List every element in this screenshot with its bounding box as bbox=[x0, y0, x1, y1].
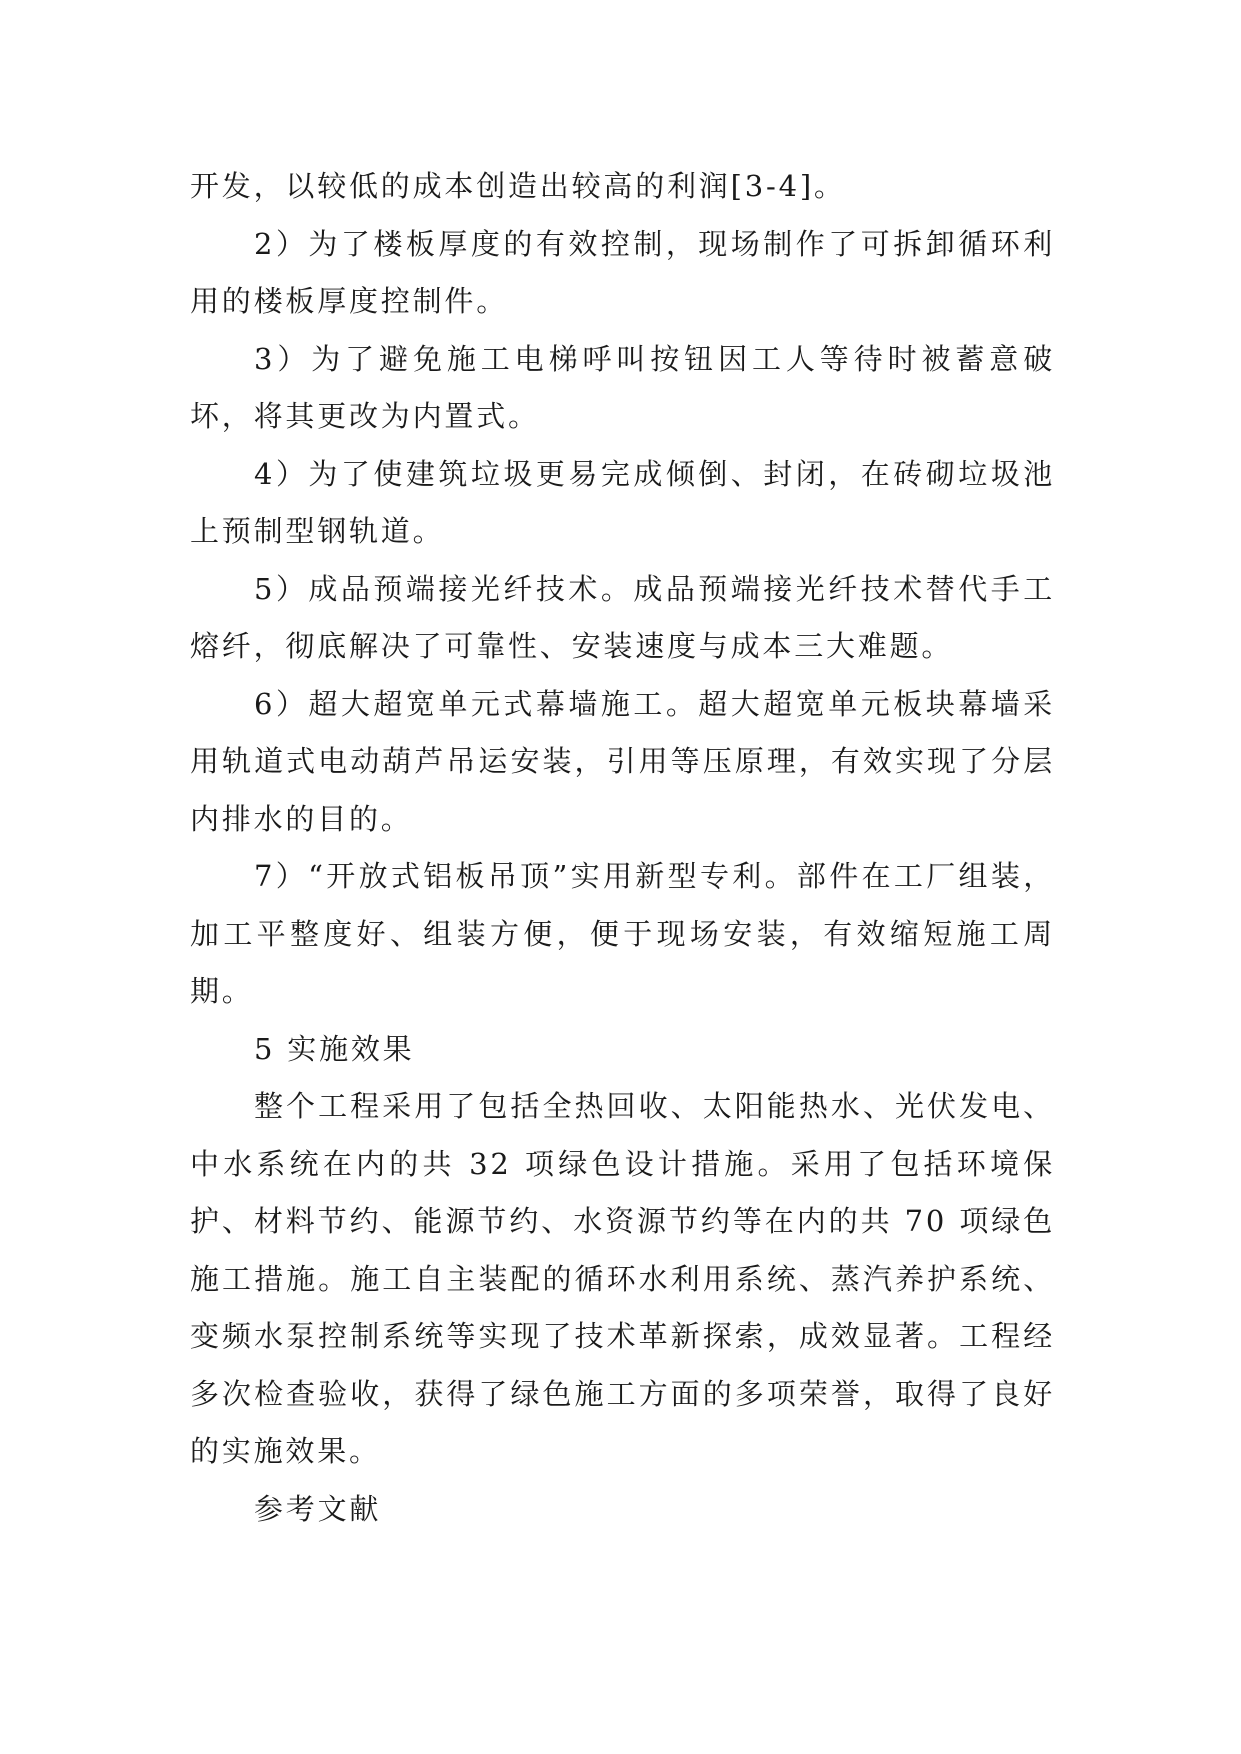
paragraph-continuation: 开发，以较低的成本创造出较高的利润[3-4]。 bbox=[190, 169, 846, 203]
paragraph-item-2: 2）为了楼板厚度的有效控制，现场制作了可拆卸循环利用的楼板厚度控制件。 bbox=[190, 226, 1055, 318]
paragraph-item-5: 5）成品预端接光纤技术。成品预端接光纤技术替代手工熔纤，彻底解决了可靠性、安装速度与成本三大难题。 bbox=[190, 571, 1055, 663]
paragraph-item-4: 4）为了使建筑垃圾更易完成倾倒、封闭，在砖砌垃圾池上预制型钢轨道。 bbox=[190, 456, 1055, 548]
document-body bbox=[190, 158, 1055, 1538]
paragraph-item-6: 6）超大超宽单元式幕墙施工。超大超宽单元板块幕墙采用轨道式电动葫芦吊运安装，引用等压原理，有效实现了分层内排水的目的。 bbox=[190, 686, 1055, 836]
references-heading: 参考文献 bbox=[254, 1491, 382, 1526]
paragraph-results: 整个工程采用了包括全热回收、太阳能热水、光伏发电、中水系统在内的共 32 项绿色设计措施。采用了包括环境保护、材料节约、能源节约、水资源节约等在内的共 70 项绿色施工措施。施工自主装配的循环水利用系统、蒸汽养护系统、变频水泵控制系统等实现了技术革新探索，成效显著。工程经多次检查验收，获得了绿色施工方面的多项荣誉，取得了良好的实施效果。 bbox=[190, 1089, 1055, 1468]
paragraph-item-7: 7）“开放式铝板吊顶”实用新型专利。部件在工厂组装，加工平整度好、组装方便，便于现场安装，有效缩短施工周期。 bbox=[190, 859, 1055, 1008]
paragraph-item-3: 3）为了避免施工电梯呼叫按钮因工人等待时被蓄意破坏，将其更改为内置式。 bbox=[190, 341, 1055, 433]
section-heading-results: 5 实施效果 bbox=[254, 1031, 415, 1066]
